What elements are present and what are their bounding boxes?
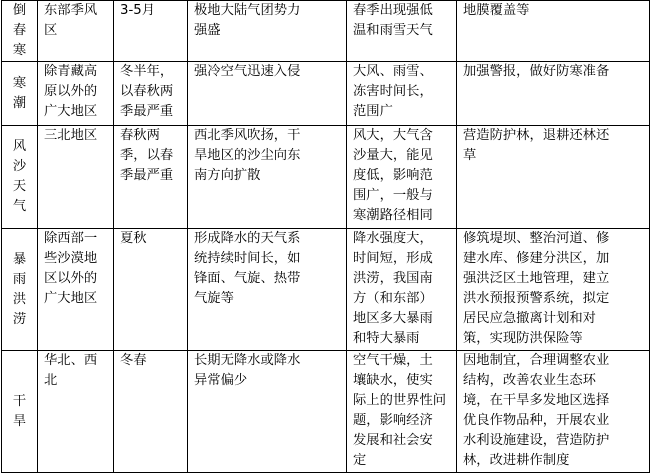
disaster-type-cell: 风 沙 天 气 bbox=[2, 126, 38, 229]
time-cell: 春秋两 季，以春 季最严重 bbox=[114, 126, 188, 229]
feature-cell: 降水强度大， 时间短，形成 洪涝，我国南 方（和东部） 地区多大暴雨 和特大暴雨 bbox=[347, 229, 457, 351]
cause-cell: 长期无降水或降水 异常偏少 bbox=[188, 351, 347, 473]
disaster-type-cell: 寒 潮 bbox=[2, 62, 38, 126]
cause-cell: 强冷空气迅速入侵 bbox=[188, 62, 347, 126]
measure-cell: 修筑堤坝、整治河道、修 建水库、修建分洪区，加 强洪泛区土地管理，建立 洪水预报预警系统，拟定 居民应急撤离计划和对 策，实现防洪保险等 bbox=[457, 229, 650, 351]
cause-cell: 西北季风吹扬，干 旱地区的沙尘向东 南方向扩散 bbox=[188, 126, 347, 229]
area-cell: 除西部一 些沙漠地 区以外的 广大地区 bbox=[38, 229, 114, 351]
time-cell: 夏秋 bbox=[114, 229, 188, 351]
table-row-drought bbox=[2, 351, 650, 473]
time-cell: 冬春 bbox=[114, 351, 188, 473]
measure-cell: 地膜覆盖等 bbox=[457, 1, 650, 62]
measure-cell: 营造防护林，退耕还林还 草 bbox=[457, 126, 650, 229]
feature-cell: 风大，大气含 沙量大，能见 度低，影响范 围广，一般与 寒潮路径相同 bbox=[347, 126, 457, 229]
disaster-type-cell: 倒 春 寒 bbox=[2, 1, 38, 62]
table-row-rainstorm-flood bbox=[2, 229, 650, 351]
area-cell: 东部季风 区 bbox=[38, 1, 114, 62]
area-cell: 华北、西 北 bbox=[38, 351, 114, 473]
measure-cell: 加强警报，做好防寒准备 bbox=[457, 62, 650, 126]
feature-cell: 大风、雨雪、 冻害时间长， 范围广 bbox=[347, 62, 457, 126]
area-cell: 除青藏高 原以外的 广大地区 bbox=[38, 62, 114, 126]
table-row-late-spring-cold bbox=[2, 1, 650, 62]
feature-cell: 春季出现强低 温和雨雪天气 bbox=[347, 1, 457, 62]
disaster-type-cell: 干 旱 bbox=[2, 351, 38, 473]
cause-cell: 极地大陆气团势力 强盛 bbox=[188, 1, 347, 62]
table-row-cold-wave bbox=[2, 62, 650, 126]
time-cell: 冬半年， 以春秋两 季最严重 bbox=[114, 62, 188, 126]
measure-cell: 因地制宜，合理调整农业 结构，改善农业生态环 境，在干旱多发地区选择 优良作物品种，开展农业 水利设施建设，营造防护 林，改进耕作制度 bbox=[457, 351, 650, 473]
disaster-table bbox=[1, 0, 650, 473]
cause-cell: 形成降水的天气系 统持续时间长，如 锋面、气旋、热带 气旋等 bbox=[188, 229, 347, 351]
area-cell: 三北地区 bbox=[38, 126, 114, 229]
time-cell: 3-5月 bbox=[114, 1, 188, 62]
disaster-type-cell: 暴 雨 洪 涝 bbox=[2, 229, 38, 351]
table-row-sandstorm bbox=[2, 126, 650, 229]
feature-cell: 空气干燥，土 壤缺水，使实 际上的世界性问 题，影响经济 发展和社会安 定 bbox=[347, 351, 457, 473]
